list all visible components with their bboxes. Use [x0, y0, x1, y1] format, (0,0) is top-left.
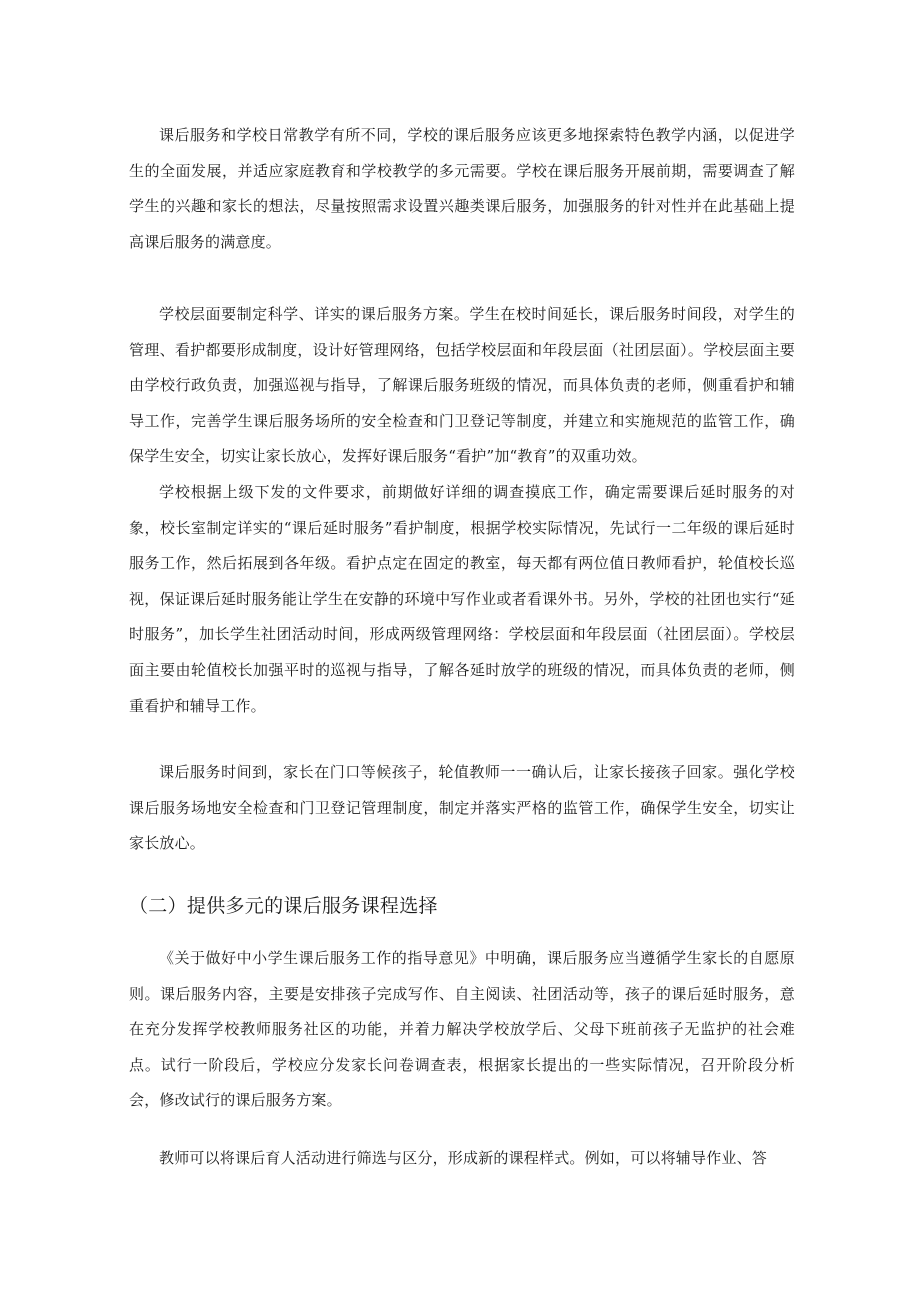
paragraph-school-level-plan: 学校层面要制定科学、详实的课后服务方案。学生在校时间延长，课后服务时间段，对学生的管理、看护都要形成制度，设计好管理网络，包括学校层面和年段层面（社团层面）。学校层面主要由学校行政负责，加强巡视与指导，了解课后服务班级的情况，而具体负责的老师，侧重看护和辅导工作，完善学生课后服务场所的安全检查和门卫登记等制度，并建立和实施规范的监管工作，确保学生安全，切实让家长放心，发挥好课后服务“看护”加“教育”的双重功效。	[129, 305, 795, 466]
paragraph-extended-service-rules: 学校根据上级下发的文件要求，前期做好详细的调查摸底工作，确定需要课后延时服务的对象，校长室制定详实的“课后延时服务”看护制度，根据学校实际情况，先试行一二年级的课后延时服务工作，然后拓展到各年级。看护点定在固定的教室，每天都有两位值日教师看护，轮值校长巡视，保证课后延时服务能让学生在安静的环境中写作业或者看课外书。另外，学校的社团也实行“延时服务”，加长学生社团活动时间，形成两级管理网络：学校层面和年段层面（社团层面）。学校层面主要由轮值校长加强平时的巡视与指导，了解各延时放学的班级的情况，而具体负责的老师，侧重看护和辅导工作。	[129, 483, 795, 715]
paragraph-curriculum-forms: 教师可以将课后育人活动进行筛选与区分，形成新的课程样式。例如，可以将辅导作业、答	[159, 1149, 768, 1167]
section-heading: （二）提供多元的课后服务课程选择	[129, 895, 438, 917]
paragraph-service-difference: 课后服务和学校日常教学有所不同，学校的课后服务应该更多地探索特色教学内涵，以促进学生的全面发展，并适应家庭教育和学校教学的多元需要。学校在课后服务开展前期，需要调查了解学生的兴趣和家长的想法，尽量按照需求设置兴趣类课后服务，加强服务的针对性并在此基础上提高课后服务的满意度。	[129, 126, 795, 251]
paragraph-guidance-opinion: 《关于做好中小学生课后服务工作的指导意见》中明确，课后服务应当遵循学生家长的自愿原则。课后服务内容，主要是安排孩子完成写作、自主阅读、社团活动等，孩子的课后延时服务，意在充分发挥学校教师服务社区的功能，并着力解决学校放学后、父母下班前孩子无监护的社会难点。试行一阶段后，学校应分发家长问卷调查表，根据家长提出的一些实际情况，召开阶段分析会，修改试行的课后服务方案。	[129, 949, 795, 1110]
paragraph-pickup-process: 课后服务时间到，家长在门口等候孩子，轮值教师一一确认后，让家长接孩子回家。强化学校课后服务场地安全检查和门卫登记管理制度，制定并落实严格的监管工作，确保学生安全，切实让家长放心。	[129, 763, 795, 853]
